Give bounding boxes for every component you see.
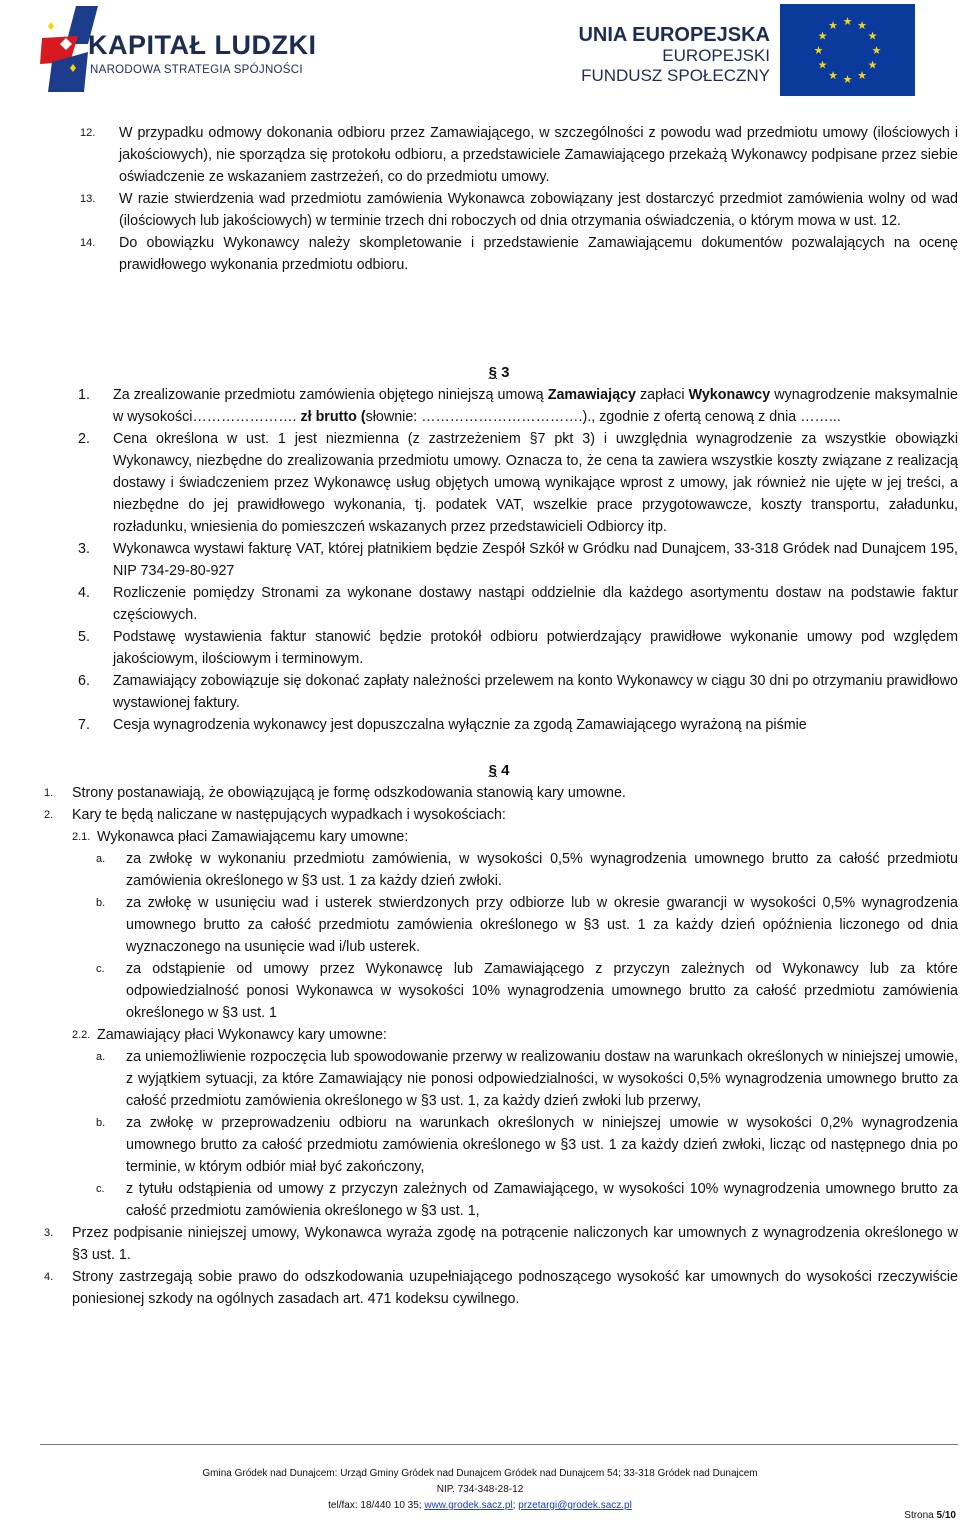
item-text: Zamawiający zobowiązuje się dokonać zapłaty należności przelewem na konto Wykonawcy w ciągu 30 dni po otrzymaniu prawidłowo wystawionej faktury. [113, 673, 958, 711]
s3-item-5 [40, 626, 958, 670]
section-number: 4 [501, 762, 510, 779]
svg-text:★: ★ [857, 19, 867, 32]
s3-item-7 [40, 714, 958, 736]
item-letter: b. [96, 1117, 106, 1129]
s3-item-6 [40, 670, 958, 714]
s4-2-2-item-c [40, 1178, 958, 1222]
s4-item-4 [40, 1266, 958, 1310]
s4-2-1-item-c [40, 958, 958, 1024]
efs-line2: FUNDUSZ SPOŁECZNY [581, 66, 770, 85]
item-letter: a. [96, 1051, 106, 1063]
party-name: Wykonawcy [688, 387, 771, 403]
subsection-text: Wykonawca płaci Zamawiającemu kary umowne: [97, 829, 409, 845]
item-text: Kary te będą naliczane w następujących wypadkach i wysokościach: [72, 807, 506, 823]
svg-text:★: ★ [867, 58, 878, 72]
efs-line1: EUROPEJSKI [662, 46, 770, 65]
clause-number: 13. [80, 193, 96, 205]
page-footer [0, 1466, 960, 1514]
item-text: za zwłokę w usunięciu wad i usterek stwierdzonych przy odbiorze lub w okresie gwarancji w wysokości 0,5% wynagrodzenia umownego brutto za całość przedmiotu zamówienia określonego w §3 ust. 1 za każdy dzień opóźnienia liczonego od dnia wyznaczonego na usunięcie wad i/lub usterek. [126, 895, 958, 955]
footer-contact [0, 1498, 960, 1514]
svg-text:★: ★ [871, 44, 882, 57]
website-link[interactable]: www.grodek.sacz.pl [424, 1500, 513, 1511]
item-number: 2. [44, 809, 54, 821]
item-text: Podstawę wystawienia faktur stanowić będzie protokół odbioru potwierdzający prawidłowe wykonanie umowy pod względem jakościowym, ilościowym i terminowym. [113, 629, 958, 667]
item-text: za uniemożliwienie rozpoczęcia lub spowodowanie przerwy w realizowaniu dostaw na warunkach określonych w niniejszej umowie, z wyjątkiem sytuacji, za które Zamawiający nie ponosi odpowiedzialności, w wysokości 0,5% wynagrodzenia umownego brutto za całość przedmiotu zamówienia określonego w §3 ust. 1, za każdy dzień zwłoki lub przerwy, [126, 1049, 958, 1109]
section-symbol: § [488, 762, 497, 779]
kapital-ludzki-title: KAPITAŁ LUDZKI [88, 30, 317, 60]
s3-item-3 [40, 538, 958, 582]
page-total: 10 [944, 1510, 956, 1521]
svg-text:★: ★ [842, 15, 853, 28]
item-letter: c. [96, 1183, 105, 1195]
item-text: Strony zastrzegają sobie prawo do odszkodowania uzupełniającego podnoszącego wysokość kar umownych do wysokości rzeczywiście poniesionej szkody na ogólnych zasadach art. 471 kodeksu cywilnego. [72, 1269, 958, 1307]
svg-text:★: ★ [817, 29, 828, 43]
svg-text:★: ★ [817, 58, 828, 72]
section-number: 3 [501, 364, 510, 381]
page-separator: / [942, 1510, 945, 1521]
s4-subsection-2-2 [40, 1024, 958, 1046]
s4-subsection-2-1 [40, 826, 958, 848]
svg-text:★: ★ [828, 69, 838, 82]
footer-divider [40, 1444, 958, 1445]
clause-number: 14. [80, 237, 96, 249]
text-part: , zgodnie z ofertą cenową z dnia ……... [591, 409, 841, 425]
item-number: 3. [44, 1227, 54, 1239]
page-number [904, 1510, 956, 1521]
text-part: zapłaci [635, 387, 689, 403]
item-text: Cena określona w ust. 1 jest niezmienna (z zastrzeżeniem §7 pkt 3) i uwzględnia wynagrodzenie za wszystkie obowiązki Wykonawcy, niezbędne do zrealizowania przedmiotu umowy. Oznacza to, że cena ta zawiera wszystkie koszty związane z realizacją dostawy i świadczeniem przez Wykonawcę usług objętych umową wynikające wprost z umowy, jak również nie ujęte w jej treści, a niezbędne do jej prawidłowego wykonania, tj. podatek VAT, wszelkie prace przygotowawcze, koszty transportu, załadunku, rozładunku, wniesienia do pomieszczeń wskazanych przez przedstawicieli Odbiorcy itp. [113, 431, 958, 535]
eu-title: UNIA EUROPEJSKA [578, 24, 770, 46]
clause-13 [40, 188, 958, 232]
clause-number: 12. [80, 127, 96, 139]
contract-content [40, 122, 958, 1310]
s4-2-1-item-b [40, 892, 958, 958]
item-number: 4. [44, 1271, 54, 1283]
clause-text: Do obowiązku Wykonawcy należy skompletowanie i przedstawienie Zamawiającemu dokumentów pozwalających na ocenę prawidłowego wykonania przedmiotu odbioru. [119, 235, 958, 273]
footer-address: Gmina Gródek nad Dunajcem: Urząd Gminy Gródek nad Dunajcem Gródek nad Dunajcem 54; 33-318 Gródek nad Dunajcem [202, 1468, 758, 1479]
s4-2-1-item-a [40, 848, 958, 892]
s3-item-4 [40, 582, 958, 626]
item-text: Cesja wynagrodzenia wykonawcy jest dopuszczalna wyłącznie za zgodą Zamawiającego wyrażoną na piśmie [113, 717, 807, 733]
subsection-text: Zamawiający płaci Wykonawcy kary umowne: [97, 1027, 387, 1043]
footer-phone: tel/fax: 18/440 10 35; [328, 1500, 425, 1511]
s3-item-2 [40, 428, 958, 538]
item-number: 3. [78, 541, 90, 557]
email-link[interactable]: przetargi@grodek.sacz.pl [518, 1500, 632, 1511]
item-number: 1. [78, 387, 90, 403]
item-number: 5. [78, 629, 90, 645]
item-text: z tytułu odstąpienia od umowy z przyczyn zależnych od Zamawiającego, w wysokości 10% wynagrodzenia umownego brutto za całość przedmiotu zamówienia określonego w §3 ust. 1, [126, 1181, 958, 1219]
s4-item-3 [40, 1222, 958, 1266]
s3-item-1 [40, 384, 958, 428]
item-text: Wykonawca wystawi fakturę VAT, której płatnikiem będzie Zespół Szkół w Gródku nad Dunajcem, 33-318 Gródek nad Dunajcem 195, NIP 734-29-80-927 [113, 541, 958, 579]
text-part: wynagrodzenie maksymalnie w wysokości…………………. [113, 387, 958, 425]
subsection-number: 2.1. [72, 831, 91, 843]
subsection-number: 2.2. [72, 1029, 91, 1041]
item-number: 2. [78, 431, 90, 447]
item-text: za odstąpienie od umowy przez Wykonawcę lub Zamawiającego z przyczyn zależnych od Wykonawcy lub za które odpowiedzialność ponosi Wykonawca w wysokości 10% wynagrodzenia umownego brutto za całość przedmiotu zamówienia określonego w §3 ust. 1 [126, 961, 958, 1021]
item-letter: a. [96, 853, 106, 865]
item-letter: c. [96, 963, 105, 975]
item-letter: b. [96, 897, 106, 909]
item-number: 7. [78, 717, 90, 733]
page-current: 5 [936, 1510, 943, 1521]
party-name: Zamawiający [547, 387, 636, 403]
item-text: za zwłokę w wykonaniu przedmiotu zamówienia, w wysokości 0,5% wynagrodzenia umownego brutto za całość przedmiotu zamówienia określonego w §3 ust. 1 za każdy dzień zwłoki. [126, 851, 958, 889]
eu-flag-icon [780, 4, 915, 96]
section-symbol: § [488, 364, 497, 381]
page-label: Strona [904, 1510, 937, 1521]
item-number: 4. [78, 585, 90, 601]
clause-14 [40, 232, 958, 276]
item-text [113, 384, 958, 428]
item-text: za zwłokę w przeprowadzeniu odbioru na warunkach określonych w niniejszej umowie w wysokości 0,2% wynagrodzenia umownego brutto za całość przedmiotu zamówienia określonego w §3 ust. 1 za każdy dzień zwłoki, licząc od następnego dnia po terminie, w którym odbiór miał być zakończony, [126, 1115, 958, 1175]
item-text: Strony postanawiają, że obowiązującą je formę odszkodowania stanowią kary umowne. [72, 785, 626, 801]
text-part: słownie: …………………………….). [365, 409, 592, 425]
s4-2-2-item-b [40, 1112, 958, 1178]
item-text: Rozliczenie pomiędzy Stronami za wykonane dostawy nastąpi oddzielnie dla każdego asortymentu dostaw na podstawie faktur częściowych. [113, 585, 958, 623]
clause-text: W razie stwierdzenia wad przedmiotu zamówienia Wykonawca zobowiązany jest dostarczyć przedmiot zamówienia wolny od wad (ilościowych lub jakościowych) w terminie trzech dni roboczych od dnia otrzymania oświadczenia, o którym mowa w ust. 12. [119, 191, 958, 229]
item-number: 1. [44, 787, 54, 799]
s4-item-2 [40, 804, 958, 826]
clause-text: W przypadku odmowy dokonania odbioru przez Zamawiającego, w szczególności z powodu wad przedmiotu umowy (ilościowych i jakościowych), nie sporządza się protokołu odbioru, a przedstawiciele Zamawiającego przekażą Wykonawcy podpisane przez siebie oświadczenie ze wskazaniem zastrzeżeń, co do przedmiotu umowy. [119, 125, 958, 185]
section-4-heading [40, 760, 958, 782]
separator: ; [512, 1500, 519, 1511]
text-part: Za zrealizowanie przedmiotu zamówienia objętego niniejszą umową [113, 387, 548, 403]
s4-item-1 [40, 782, 958, 804]
amount-label: zł brutto ( [296, 409, 366, 425]
s4-2-2-item-a [40, 1046, 958, 1112]
item-number: 6. [78, 673, 90, 689]
page-header [0, 0, 960, 100]
svg-text:★: ★ [842, 73, 853, 86]
svg-text:★: ★ [813, 44, 824, 57]
svg-text:★: ★ [867, 29, 878, 43]
svg-text:★: ★ [828, 19, 838, 32]
clause-12 [40, 122, 958, 188]
footer-nip: NIP. 734-348-28-12 [436, 1484, 524, 1495]
svg-text:★: ★ [857, 69, 867, 82]
item-text: Przez podpisanie niniejszej umowy, Wykonawca wyraża zgodę na potrącenie naliczonych kar umownych z wynagrodzenia określonego w §3 ust. 1. [72, 1225, 958, 1263]
section-3-heading [40, 362, 958, 384]
kapital-ludzki-subtitle: NARODOWA STRATEGIA SPÓJNOŚCI [90, 64, 303, 76]
